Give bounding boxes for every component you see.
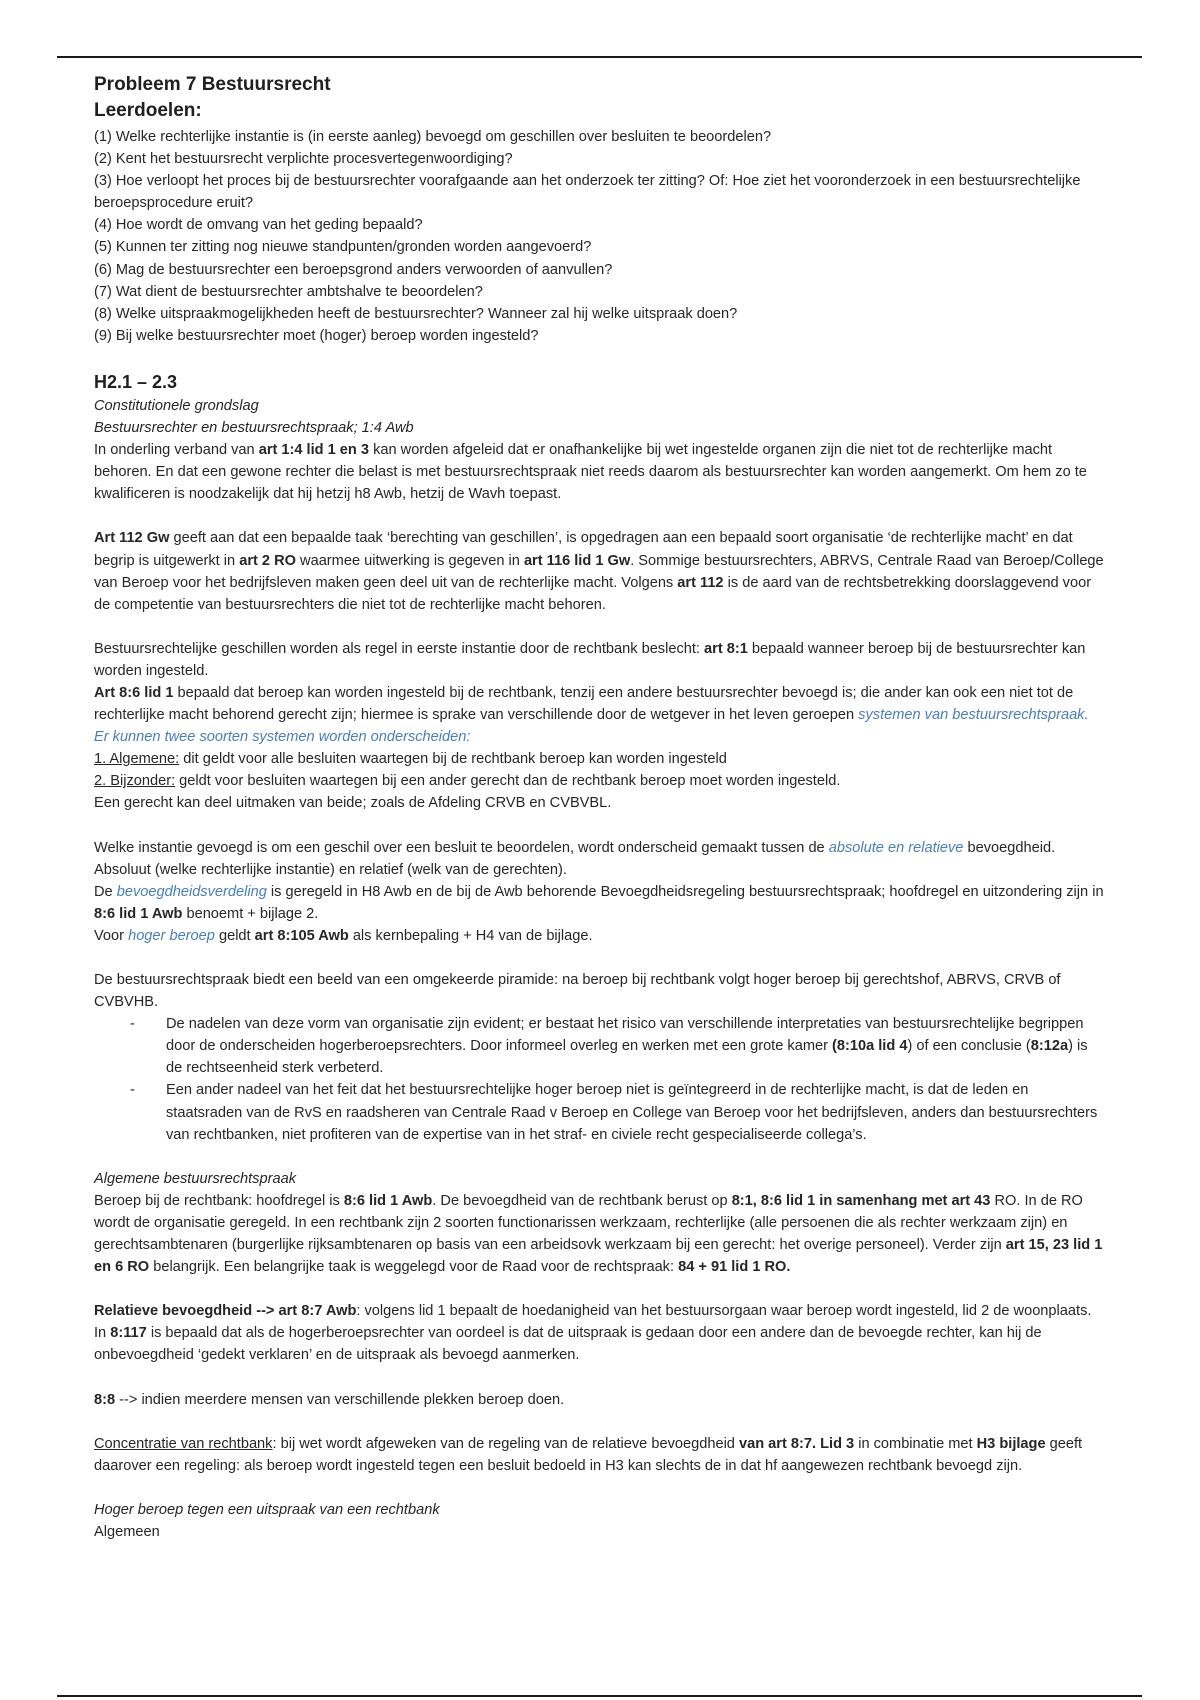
- paragraph-algemeen: Algemeen: [94, 1523, 160, 1540]
- leerdoel-item: (9) Bij welke bestuursrechter moet (hoger) beroep worden ingesteld?: [94, 327, 539, 344]
- document-content: [94, 72, 1104, 1543]
- leerdoel-item: (4) Hoe wordt de omvang van het geding bepaald?: [94, 217, 423, 234]
- header-rule: [57, 56, 1142, 58]
- leerdoel-item: (2) Kent het bestuursrecht verplichte procesvertegenwoordiging?: [94, 151, 513, 168]
- paragraph-art-8-1: Bestuursrechtelijke geschillen worden als regel in eerste instantie door de rechtbank beslecht: art 8:1 bepaald wanneer beroep bij de bestuursrechter kan worden ingesteld.: [94, 640, 1086, 679]
- document-title: Probleem 7 Bestuursrecht: [94, 74, 331, 95]
- subheading-algemene-bestuursrechtspraak: Algemene bestuursrechtspraak: [94, 1170, 296, 1187]
- subheading-bestuursrechter: Bestuursrechter en bestuursrechtspraak; 1:4 Awb: [94, 420, 414, 437]
- paragraph-beroep-rechtbank: Beroep bij de rechtbank: hoofdregel is 8:6 lid 1 Awb. De bevoegdheid van de rechtbank berust op 8:1, 8:6 lid 1 in samenhang met art 43 RO. In de RO wordt de organisatie geregeld. In een rechtbank zijn 2 soorten functionarissen werkzaam, rechterlijke (alle persoenen die als rechter werkzaam zijn) en gerechtsambtenaren (burgerlijke rijksambtenaren op basis van een arbeidsovk werkzaam bij een gerecht: het overige personeel). Verder zijn art 15, 23 lid 1 en 6 RO belangrijk. Een belangrijke taak is weggelegd voor de Raad voor de rechtspraak: 84 + 91 lid 1 RO.: [94, 1192, 1103, 1276]
- paragraph-piramide: De bestuursrechtspraak biedt een beeld van een omgekeerde piramide: na beroep bij rechtbank volgt hoger beroep bij gerechtshof, ABRVS, CRVB of CVBVHB.: [94, 972, 1061, 1011]
- paragraph-bevoegdheid: Welke instantie gevoegd is om een geschil over een besluit te beoordelen, wordt onderscheid gemaakt tussen de absolute en relatieve bevoegdheid. Absoluut (welke rechterlijke instantie) en relatief (welk van de gerechten).: [94, 839, 1056, 878]
- paragraph-art-8-6: Art 8:6 lid 1 bepaald dat beroep kan worden ingesteld bij de rechtbank, tenzij een andere bestuursrechter bevoegd is; die ander kan ook een niet tot de rechterlijke macht behorend gerecht zijn; hiermee is sprake van verschillende door de wetgever in het leven geroepen systemen van bestuursrechtspraak. Er kunnen twee soorten systemen worden onderscheiden:: [94, 684, 1089, 746]
- leerdoel-item: (5) Kunnen ter zitting nog nieuwe standpunten/gronden worden aangevoerd?: [94, 239, 592, 256]
- leerdoel-item: (6) Mag de bestuursrechter een beroepsgrond anders verwoorden of aanvullen?: [94, 261, 613, 278]
- paragraph-hoger-beroep: Voor hoger beroep geldt art 8:105 Awb als kernbepaling + H4 van de bijlage.: [94, 927, 593, 944]
- paragraph-art-112: Art 112 Gw geeft aan dat een bepaalde taak ‘berechting van geschillen’, is opgedragen aan een bepaald soort organisatie ‘de rechterlijke macht’ en dat begrip is uitgewerkt in art 2 RO waarmee uitwerking is gegeven in art 116 lid 1 Gw. Sommige bestuursrechters, ABRVS, Centrale Raad van Beroep/College van Beroep voor het bedrijfsleven maken geen deel uit van de rechterlijke macht. Volgens art 112 is de aard van de rechtsbetrekking doorslaggevend voor de competentie van bestuursrechters die niet tot de rechterlijke macht behoren.: [94, 530, 1104, 613]
- leerdoel-item: (1) Welke rechterlijke instantie is (in eerste aanleg) bevoegd om geschillen over besluiten te beoordelen?: [94, 129, 772, 145]
- section-heading: H2.1 – 2.3: [94, 371, 178, 392]
- paragraph-concentratie: Concentratie van rechtbank: bij wet wordt afgeweken van de regeling van de relatieve bevoegdheid van art 8:7. Lid 3 in combinatie met H3 bijlage geeft daarover een regeling: als beroep wordt ingesteld tegen een besluit bedoeld in H3 kan slechts de in dat hf aangewezen rechtbank bevoegd zijn.: [94, 1435, 1083, 1474]
- leerdoelen-list: [94, 126, 1104, 347]
- leerdoel-item: (3) Hoe verloopt het proces bij de bestuursrechter voorafgaande aan het onderzoek ter zitting? Of: Hoe ziet het vooronderzoek in een bestuursrechtelijke beroepsprocedure eruit?: [94, 173, 1081, 212]
- bullet-item-nadelen: - De nadelen van deze vorm van organisatie zijn evident; er bestaat het risico van verschillende interpretaties van bestuursrechtelijke begrippen door de onderscheiden hogerberoepsrechters. Door informeel overleg en werken met een grote kamer (8:10a lid 4) of een conclusie (8:12a) is de rechtseenheid sterk verbeterd.: [94, 1013, 1104, 1079]
- paragraph-art-1-4: In onderling verband van art 1:4 lid 1 en 3 kan worden afgeleid dat er onafhankelijke bij wet ingestelde organen zijn die niet tot de rechterlijke macht behoren. En dat een gewone rechter die belast is met bestuursrechtspraak niet reeds daarom als bestuursrechter kan worden aangemerkt. Om hem zo te kwalificeren is noodzakelijk dat hij hetzij h8 Awb, hetzij de Wavh toepast.: [94, 442, 1087, 503]
- paragraph-bevoegdheidsverdeling: De bevoegdheidsverdeling is geregeld in H8 Awb en de bij de Awb behorende Bevoegdheidsregeling bestuursrechtspraak; hoofdregel en uitzondering zijn in 8:6 lid 1 Awb benoemt + bijlage 2.: [94, 883, 1104, 922]
- footer-rule: [57, 1695, 1142, 1697]
- paragraph-gerecht: Een gerecht kan deel uitmaken van beide; zoals de Afdeling CRVB en CVBVBL.: [94, 795, 612, 812]
- leerdoelen-heading: Leerdoelen:: [94, 100, 202, 121]
- leerdoel-item: (7) Wat dient de bestuursrechter ambtshalve te beoordelen?: [94, 283, 483, 300]
- list-item-algemene: 1. Algemene: dit geldt voor alle besluiten waartegen bij de rechtbank beroep kan worden ingesteld: [94, 751, 727, 768]
- paragraph-relatieve-bevoegdheid: Relatieve bevoegdheid --> art 8:7 Awb: volgens lid 1 bepaalt de hoedanigheid van het bestuursorgaan waar beroep wordt ingesteld, lid 2 de woonplaats. In 8:117 is bepaald dat als de hogerberoepsrechter van oordeel is dat de uitspraak is gedaan door een andere dan de bevoegde rechter, kan hij de onbevoegdheid ‘gedekt verklaren’ en de uitspraak als bevoegd aanmerken.: [94, 1303, 1092, 1364]
- subheading-constitutioneel: Constitutionele grondslag: [94, 397, 259, 414]
- paragraph-art-8-8: 8:8 --> indien meerdere mensen van verschillende plekken beroep doen.: [94, 1391, 565, 1408]
- bullet-item-ander-nadeel: - Een ander nadeel van het feit dat het bestuursrechtelijke hoger beroep niet is geïntegreerd in de rechterlijke macht, is dat de leden en staatsraden van de RvS en raadsheren van Centrale Raad v Beroep en College van Beroep voor het bedrijfsleven, anders dan bestuursrechters van rechtbanken, niet profiteren van de expertise van in het straf- en civiele recht gespecialiseerde collega’s.: [94, 1079, 1104, 1145]
- leerdoel-item: (8) Welke uitspraakmogelijkheden heeft de bestuursrechter? Wanneer zal hij welke uitspraak doen?: [94, 305, 738, 322]
- bullet-list: [94, 1013, 1104, 1146]
- list-item-bijzonder: 2. Bijzonder: geldt voor besluiten waartegen bij een ander gerecht dan de rechtbank beroep moet worden ingesteld.: [94, 773, 841, 790]
- subheading-hoger-beroep: Hoger beroep tegen een uitspraak van een rechtbank: [94, 1501, 440, 1518]
